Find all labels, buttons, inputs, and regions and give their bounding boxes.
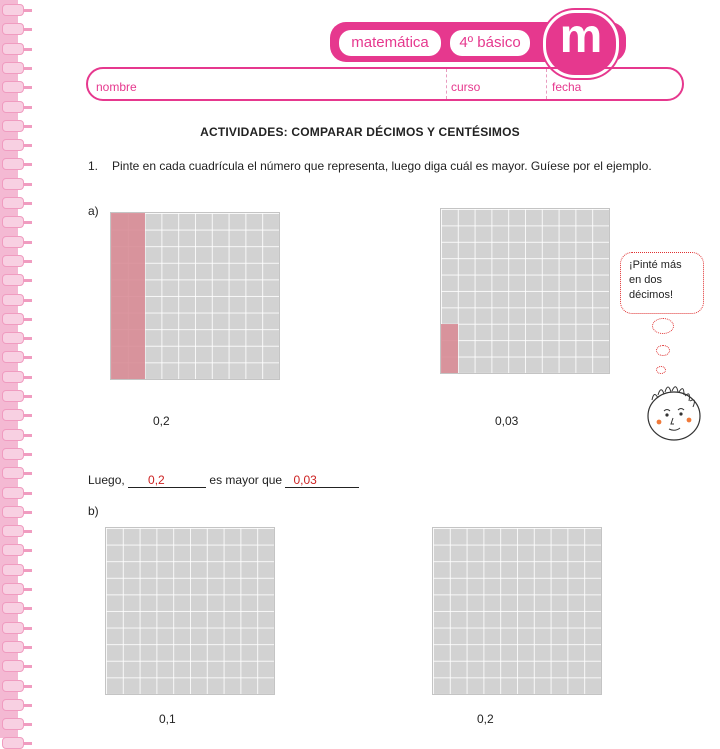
spiral-ring xyxy=(2,622,24,634)
curso-label: curso xyxy=(451,80,481,94)
spiral-ring xyxy=(2,583,24,595)
painted-region xyxy=(441,324,458,373)
instruction-number: 1. xyxy=(88,159,99,173)
thought-bubble xyxy=(620,252,704,314)
spiral-ring xyxy=(2,139,24,151)
bubble-line: en dos xyxy=(629,274,663,286)
painted-region xyxy=(111,213,145,379)
spiral-ring xyxy=(2,371,24,383)
sentence-prefix: Luego, xyxy=(88,473,125,487)
spiral-ring xyxy=(2,506,24,518)
spiral-ring xyxy=(2,81,24,93)
grid-a-left xyxy=(110,212,280,380)
spiral-ring xyxy=(2,390,24,402)
thought-dot xyxy=(656,345,670,356)
divider xyxy=(546,69,547,99)
spiral-ring xyxy=(2,101,24,113)
grade-label: 4º básico xyxy=(450,30,530,56)
spiral-ring xyxy=(2,564,24,576)
divider xyxy=(446,69,447,99)
m-logo-letter: m xyxy=(559,10,603,63)
instruction-text: Pinte en cada cuadrícula el número que representa, luego diga cuál es mayor. Guíese por el ejemplo. xyxy=(112,159,652,173)
spiral-ring xyxy=(2,313,24,325)
grid-a-right xyxy=(440,208,610,374)
value-a-left: 0,2 xyxy=(153,414,170,428)
part-a-label: a) xyxy=(88,204,99,218)
spiral-ring xyxy=(2,23,24,35)
spiral-ring xyxy=(2,699,24,711)
answer-blank-1[interactable]: 0,2 xyxy=(128,473,206,488)
spiral-ring xyxy=(2,351,24,363)
spiral-ring xyxy=(2,429,24,441)
spiral-ring xyxy=(2,158,24,170)
page-title: ACTIVIDADES: COMPARAR DÉCIMOS Y CENTÉSIMOS xyxy=(200,125,520,139)
spiral-ring xyxy=(2,448,24,460)
thought-dot xyxy=(656,366,666,374)
spiral-ring xyxy=(2,255,24,267)
spiral-ring xyxy=(2,4,24,16)
spiral-ring xyxy=(2,544,24,556)
grid-b-right[interactable] xyxy=(432,527,602,695)
spiral-ring xyxy=(2,660,24,672)
value-b-right: 0,2 xyxy=(477,712,494,726)
spiral-ring xyxy=(2,216,24,228)
spiral-ring xyxy=(2,294,24,306)
sentence-middle: es mayor que xyxy=(209,473,283,487)
spiral-ring xyxy=(2,236,24,248)
spiral-ring xyxy=(2,43,24,55)
grid-b-left[interactable] xyxy=(105,527,275,695)
bubble-line: ¡Pinté más xyxy=(629,259,682,271)
spiral-ring xyxy=(2,62,24,74)
spiral-ring xyxy=(2,332,24,344)
spiral-ring xyxy=(2,197,24,209)
part-b-label: b) xyxy=(88,504,99,518)
thought-dot xyxy=(652,318,674,334)
subject-label: matemática xyxy=(339,30,441,56)
fecha-label: fecha xyxy=(552,80,582,94)
spiral-ring xyxy=(2,641,24,653)
spiral-ring xyxy=(2,737,24,749)
spiral-ring xyxy=(2,680,24,692)
boy-face-illustration xyxy=(632,378,712,446)
spiral-ring xyxy=(2,409,24,421)
spiral-ring xyxy=(2,178,24,190)
spiral-ring xyxy=(2,525,24,537)
spiral-ring xyxy=(2,487,24,499)
spiral-ring xyxy=(2,602,24,614)
student-info-bar xyxy=(86,67,684,101)
nombre-label: nombre xyxy=(96,80,137,94)
value-b-left: 0,1 xyxy=(159,712,176,726)
spiral-ring xyxy=(2,718,24,730)
value-a-right: 0,03 xyxy=(495,414,519,428)
spiral-binding xyxy=(0,0,34,738)
spiral-ring xyxy=(2,274,24,286)
spiral-ring xyxy=(2,467,24,479)
bubble-line: décimos! xyxy=(629,289,674,301)
answer-blank-2[interactable]: 0,03 xyxy=(285,473,359,488)
comparison-sentence xyxy=(88,473,359,488)
